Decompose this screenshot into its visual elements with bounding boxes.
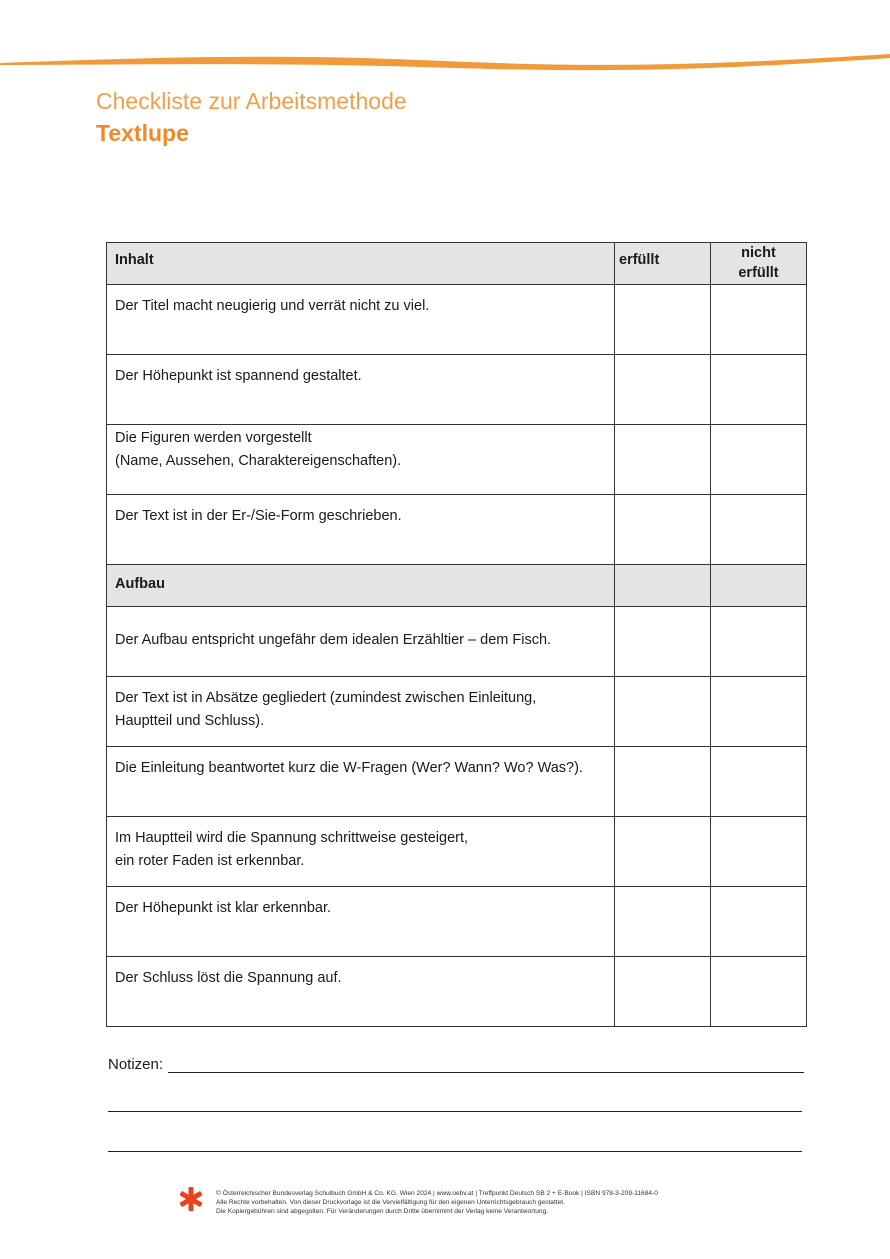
footer-copyright	[216, 1189, 658, 1216]
criterion-cell: Der Text ist in Absätze gegliedert (zumindest zwischen Einleitung, Hauptteil und Schluss).	[107, 677, 615, 747]
table-row	[107, 495, 807, 565]
not-fulfilled-checkbox-cell[interactable]	[711, 677, 807, 747]
notes-line-1[interactable]	[168, 1072, 804, 1073]
table-row	[107, 677, 807, 747]
not-fulfilled-checkbox-cell[interactable]	[711, 747, 807, 817]
table-row	[107, 747, 807, 817]
table-row	[107, 957, 807, 1027]
table-row	[107, 355, 807, 425]
criterion-cell: Die Figuren werden vorgestellt (Name, Aussehen, Charaktereigenschaften).	[107, 425, 615, 495]
header-not-fulfilled: nicht erfüllt	[711, 243, 807, 285]
header-criterion: Inhalt	[107, 243, 615, 285]
fulfilled-checkbox-cell[interactable]	[615, 285, 711, 355]
criterion-cell: Die Einleitung beantwortet kurz die W-Fragen (Wer? Wann? Wo? Was?).	[107, 747, 615, 817]
fulfilled-checkbox-cell[interactable]	[615, 425, 711, 495]
footer-line-1: © Österreichischer Bundesverlag Schulbuch GmbH & Co. KG, Wien 2024 | www.oebv.at | Treffpunkt Deutsch SB 2 + E-Book | ISBN 978-3-209-11684-0	[216, 1190, 658, 1197]
not-fulfilled-checkbox-cell[interactable]	[711, 817, 807, 887]
criterion-cell: Der Text ist in der Er-/Sie-Form geschrieben.	[107, 495, 615, 565]
fulfilled-checkbox-cell[interactable]	[615, 495, 711, 565]
not-fulfilled-checkbox-cell[interactable]	[711, 887, 807, 957]
table-row	[107, 817, 807, 887]
not-fulfilled-checkbox-cell[interactable]	[711, 607, 807, 677]
footer-line-2: Alle Rechte vorbehalten. Von dieser Druckvorlage ist die Vervielfältigung für den eigenen Unterrichtsgebrauch gestattet.	[216, 1199, 565, 1206]
table-row	[107, 285, 807, 355]
section-row-aufbau	[107, 565, 807, 607]
fulfilled-checkbox-cell[interactable]	[615, 607, 711, 677]
section-empty-cell	[615, 565, 711, 607]
page-title: Checkliste zur Arbeitsmethode	[96, 88, 407, 114]
criterion-cell: Der Höhepunkt ist spannend gestaltet.	[107, 355, 615, 425]
not-fulfilled-checkbox-cell[interactable]	[711, 425, 807, 495]
criterion-cell: Im Hauptteil wird die Spannung schrittweise gesteigert, ein roter Faden ist erkennbar.	[107, 817, 615, 887]
section-heading: Aufbau	[107, 565, 615, 607]
footer-line-3: Die Kopiergebühren sind abgegolten. Für Veränderungen durch Dritte übernimmt der Verlag keine Verantwortung.	[216, 1208, 549, 1215]
page-subtitle: Textlupe	[96, 120, 189, 146]
checklist-table	[106, 242, 807, 1027]
criterion-cell: Der Schluss löst die Spannung auf.	[107, 957, 615, 1027]
notes-line-2[interactable]	[108, 1111, 802, 1112]
fulfilled-checkbox-cell[interactable]	[615, 957, 711, 1027]
fulfilled-checkbox-cell[interactable]	[615, 747, 711, 817]
not-fulfilled-checkbox-cell[interactable]	[711, 495, 807, 565]
notes-label: Notizen:	[108, 1056, 164, 1073]
section-empty-cell	[711, 565, 807, 607]
criterion-cell: Der Aufbau entspricht ungefähr dem idealen Erzähltier – dem Fisch.	[107, 607, 615, 677]
not-fulfilled-checkbox-cell[interactable]	[711, 285, 807, 355]
table-row	[107, 607, 807, 677]
fulfilled-checkbox-cell[interactable]	[615, 817, 711, 887]
fulfilled-checkbox-cell[interactable]	[615, 677, 711, 747]
fulfilled-checkbox-cell[interactable]	[615, 355, 711, 425]
not-fulfilled-checkbox-cell[interactable]	[711, 355, 807, 425]
notes-line-3[interactable]	[108, 1151, 802, 1152]
table-row	[107, 425, 807, 495]
fulfilled-checkbox-cell[interactable]	[615, 887, 711, 957]
table-row	[107, 887, 807, 957]
criterion-cell: Der Titel macht neugierig und verrät nicht zu viel.	[107, 285, 615, 355]
criterion-cell: Der Höhepunkt ist klar erkennbar.	[107, 887, 615, 957]
header-fulfilled: erfüllt	[615, 243, 711, 285]
not-fulfilled-checkbox-cell[interactable]	[711, 957, 807, 1027]
oebv-star-logo-icon	[178, 1186, 204, 1212]
header-orange-band	[0, 50, 890, 76]
table-header-row	[107, 243, 807, 285]
